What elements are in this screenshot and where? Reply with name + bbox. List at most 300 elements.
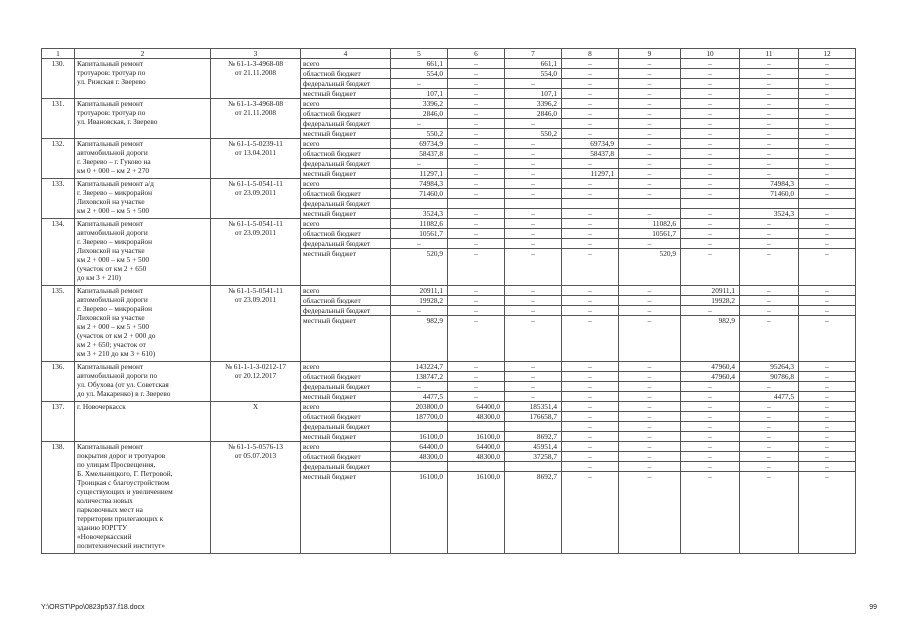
amount-cell bbox=[619, 199, 681, 209]
amount-cell: 19928,2 bbox=[681, 296, 740, 306]
amount-cell: 8692,7 bbox=[505, 472, 562, 554]
amount-cell: 2846,0 bbox=[505, 109, 562, 119]
amount-cell: 520,9 bbox=[619, 249, 681, 286]
object-name-line: Капитальный ремонт bbox=[77, 442, 144, 451]
amount-cell: – bbox=[799, 452, 856, 462]
object-name-line: г. Зверево – микрорайон bbox=[77, 188, 153, 197]
amount-cell: – bbox=[505, 392, 562, 402]
amount-cell: 550,2 bbox=[391, 129, 448, 139]
amount-cell: – bbox=[740, 412, 799, 422]
amount-cell: – bbox=[619, 382, 681, 392]
amount-cell: – bbox=[740, 239, 799, 249]
table-header-row bbox=[42, 49, 856, 59]
amount-cell: – bbox=[799, 412, 856, 422]
amount-cell: – bbox=[562, 109, 619, 119]
amount-cell: – bbox=[681, 209, 740, 219]
object-name-line: г. Зверево – микрорайон bbox=[77, 237, 153, 246]
amount-cell: – bbox=[799, 59, 856, 69]
amount-cell: – bbox=[448, 79, 505, 89]
document-reference-line: от 21.11.2008 bbox=[234, 108, 277, 117]
amount-cell bbox=[505, 199, 562, 209]
funding-source: областной бюджет bbox=[301, 372, 391, 382]
funding-source: местный бюджет bbox=[301, 316, 391, 362]
amount-cell: – bbox=[681, 306, 740, 316]
column-header: 7 bbox=[505, 49, 562, 59]
object-name bbox=[75, 59, 211, 99]
amount-cell: – bbox=[799, 119, 856, 129]
amount-cell: – bbox=[448, 306, 505, 316]
amount-cell: – bbox=[562, 189, 619, 199]
amount-cell: – bbox=[619, 462, 681, 472]
amount-cell: – bbox=[448, 249, 505, 286]
funding-source: всего bbox=[301, 139, 391, 149]
amount-cell: – bbox=[740, 59, 799, 69]
document-reference bbox=[211, 139, 301, 179]
amount-cell: – bbox=[681, 402, 740, 412]
amount-cell: – bbox=[448, 139, 505, 149]
funding-source: федеральный бюджет bbox=[301, 239, 391, 249]
amount-cell: – bbox=[619, 362, 681, 372]
object-name-line: км 2 + 650; участок от bbox=[77, 340, 146, 349]
object-name-line: ул. Обухова (от ул. Советская bbox=[77, 380, 169, 389]
amount-cell: – bbox=[619, 109, 681, 119]
funding-source: всего bbox=[301, 59, 391, 69]
amount-cell: – bbox=[562, 316, 619, 362]
document-reference-line: № 61-1-5-0239-11 bbox=[228, 139, 283, 148]
amount-cell: – bbox=[562, 412, 619, 422]
amount-cell: – bbox=[799, 99, 856, 109]
object-name-line: Капитальный ремонт bbox=[77, 139, 144, 148]
amount-cell: – bbox=[740, 306, 799, 316]
amount-cell: – bbox=[740, 69, 799, 79]
document-reference bbox=[211, 442, 301, 554]
amount-cell: – bbox=[681, 79, 740, 89]
object-name-line: Троицкая с благоустройством bbox=[77, 478, 170, 487]
amount-cell: – bbox=[505, 296, 562, 306]
amount-cell: – bbox=[448, 382, 505, 392]
funding-source: всего bbox=[301, 402, 391, 412]
amount-cell: – bbox=[681, 412, 740, 422]
amount-cell: 520,9 bbox=[391, 249, 448, 286]
amount-cell: – bbox=[740, 89, 799, 99]
object-name-line: км 3 + 210 до км 3 + 610) bbox=[77, 349, 156, 358]
amount-cell: 48300,0 bbox=[448, 412, 505, 422]
amount-cell: – bbox=[799, 79, 856, 89]
amount-cell: – bbox=[619, 422, 681, 432]
amount-cell: – bbox=[619, 59, 681, 69]
amount-cell: 143224,7 bbox=[391, 362, 448, 372]
amount-cell: 45951,4 bbox=[505, 442, 562, 452]
object-name-line: км 2 + 000 – км 5 + 500 bbox=[77, 206, 149, 215]
amount-cell: – bbox=[562, 179, 619, 189]
amount-cell: – bbox=[562, 99, 619, 109]
amount-cell: – bbox=[619, 119, 681, 129]
amount-cell: 16100,0 bbox=[391, 432, 448, 442]
amount-cell: – bbox=[562, 239, 619, 249]
object-name-line: г. Новочеркасск bbox=[77, 402, 126, 411]
column-header: 10 bbox=[681, 49, 740, 59]
amount-cell: – bbox=[740, 119, 799, 129]
amount-cell: – bbox=[740, 422, 799, 432]
amount-cell: – bbox=[740, 229, 799, 239]
object-name-line: Лиховской на участке bbox=[77, 197, 145, 206]
amount-cell: – bbox=[391, 239, 448, 249]
table-row bbox=[42, 99, 856, 109]
object-name-line: Лиховской на участке bbox=[77, 246, 145, 255]
amount-cell: – bbox=[681, 129, 740, 139]
amount-cell: – bbox=[448, 296, 505, 306]
amount-cell: 3396,2 bbox=[391, 99, 448, 109]
object-name-line: до ул. Макаренко) в г. Зверево bbox=[77, 389, 171, 398]
document-reference-line: от 05.07.2013 bbox=[234, 451, 277, 460]
funding-source: всего bbox=[301, 179, 391, 189]
funding-source: областной бюджет bbox=[301, 149, 391, 159]
table-row bbox=[42, 442, 856, 452]
object-name bbox=[75, 286, 211, 362]
object-name bbox=[75, 99, 211, 139]
amount-cell: – bbox=[448, 169, 505, 179]
object-name-line: политехнический институт» bbox=[77, 541, 166, 550]
amount-cell: 16100,0 bbox=[448, 472, 505, 554]
amount-cell: – bbox=[448, 159, 505, 169]
row-number: 134. bbox=[42, 219, 75, 286]
amount-cell: – bbox=[681, 229, 740, 239]
amount-cell: – bbox=[740, 382, 799, 392]
object-name-line: до км 3 + 210) bbox=[77, 273, 121, 282]
amount-cell: – bbox=[391, 382, 448, 392]
amount-cell: – bbox=[448, 372, 505, 382]
document-reference bbox=[211, 219, 301, 286]
amount-cell: – bbox=[562, 159, 619, 169]
object-name-line: по улицам Просвещения, bbox=[77, 460, 156, 469]
funding-source: всего bbox=[301, 99, 391, 109]
amount-cell bbox=[391, 199, 448, 209]
amount-cell: 554,0 bbox=[391, 69, 448, 79]
amount-cell: 107,1 bbox=[505, 89, 562, 99]
amount-cell: 661,1 bbox=[391, 59, 448, 69]
funding-source: всего bbox=[301, 362, 391, 372]
amount-cell: – bbox=[681, 139, 740, 149]
funding-source: всего bbox=[301, 219, 391, 229]
amount-cell: – bbox=[799, 392, 856, 402]
amount-cell: – bbox=[505, 382, 562, 392]
amount-cell: – bbox=[681, 239, 740, 249]
amount-cell: – bbox=[681, 462, 740, 472]
amount-cell bbox=[799, 199, 856, 209]
amount-cell: 64400,0 bbox=[448, 402, 505, 412]
amount-cell: – bbox=[799, 316, 856, 362]
amount-cell: – bbox=[681, 472, 740, 554]
amount-cell: – bbox=[619, 149, 681, 159]
amount-cell: – bbox=[505, 139, 562, 149]
amount-cell: – bbox=[619, 306, 681, 316]
amount-cell bbox=[391, 462, 448, 472]
document-reference-line: от 23.09.2011 bbox=[234, 295, 277, 304]
funding-source: областной бюджет bbox=[301, 412, 391, 422]
document-reference-line: Х bbox=[252, 402, 259, 411]
amount-cell: – bbox=[740, 452, 799, 462]
amount-cell: – bbox=[505, 79, 562, 89]
amount-cell: – bbox=[619, 159, 681, 169]
table-row bbox=[42, 139, 856, 149]
amount-cell: – bbox=[799, 402, 856, 412]
amount-cell: 19928,2 bbox=[391, 296, 448, 306]
amount-cell: – bbox=[799, 109, 856, 119]
amount-cell: 661,1 bbox=[505, 59, 562, 69]
amount-cell: 2846,0 bbox=[391, 109, 448, 119]
amount-cell: – bbox=[505, 119, 562, 129]
amount-cell: – bbox=[681, 179, 740, 189]
amount-cell: 64400,0 bbox=[391, 442, 448, 452]
amount-cell: – bbox=[799, 306, 856, 316]
object-name-line: км 2 + 000 – км 5 + 500 bbox=[77, 255, 149, 264]
amount-cell: – bbox=[391, 159, 448, 169]
document-reference bbox=[211, 402, 301, 442]
amount-cell bbox=[448, 199, 505, 209]
amount-cell: 69734,9 bbox=[391, 139, 448, 149]
column-header: 2 bbox=[75, 49, 211, 59]
amount-cell: – bbox=[681, 422, 740, 432]
row-number: 136. bbox=[42, 362, 75, 402]
amount-cell: – bbox=[619, 286, 681, 296]
amount-cell: – bbox=[448, 119, 505, 129]
funding-source: областной бюджет bbox=[301, 229, 391, 239]
amount-cell: 10561,7 bbox=[619, 229, 681, 239]
amount-cell: 71460,0 bbox=[740, 189, 799, 199]
amount-cell: – bbox=[619, 179, 681, 189]
amount-cell: 11297,1 bbox=[562, 169, 619, 179]
funding-source: местный бюджет bbox=[301, 472, 391, 554]
amount-cell: – bbox=[740, 139, 799, 149]
amount-cell: – bbox=[681, 189, 740, 199]
object-name-line: автомобильной дороги по bbox=[77, 371, 158, 380]
funding-source: местный бюджет bbox=[301, 169, 391, 179]
document-reference bbox=[211, 362, 301, 402]
object-name-line: количества новых bbox=[77, 496, 133, 505]
amount-cell: – bbox=[391, 119, 448, 129]
amount-cell: – bbox=[619, 316, 681, 362]
column-header: 1 bbox=[42, 49, 75, 59]
amount-cell: – bbox=[448, 89, 505, 99]
amount-cell: 74984,3 bbox=[391, 179, 448, 189]
object-name-line: Капитальный ремонт bbox=[77, 286, 144, 295]
amount-cell: – bbox=[562, 432, 619, 442]
document-reference-line: № 61-1-3-4968-08 bbox=[228, 99, 283, 108]
object-name bbox=[75, 179, 211, 219]
amount-cell: – bbox=[562, 119, 619, 129]
object-name-line: зданию ЮРГТУ bbox=[77, 523, 128, 532]
amount-cell: – bbox=[740, 286, 799, 296]
funding-source: местный бюджет bbox=[301, 249, 391, 286]
amount-cell: – bbox=[681, 382, 740, 392]
object-name-line: ул. Ивановская, г. Зверево bbox=[77, 117, 158, 126]
amount-cell: – bbox=[619, 472, 681, 554]
amount-cell: 550,2 bbox=[505, 129, 562, 139]
amount-cell: – bbox=[619, 402, 681, 412]
document-reference-line: № 61-1-5-0576-13 bbox=[228, 442, 283, 451]
document-reference-line: № 61-1-5-0541-11 bbox=[228, 286, 283, 295]
object-name bbox=[75, 402, 211, 442]
table-row bbox=[42, 179, 856, 189]
amount-cell: 16100,0 bbox=[448, 432, 505, 442]
object-name bbox=[75, 442, 211, 554]
object-name-line: км 2 + 000 – км 5 + 500 bbox=[77, 322, 149, 331]
amount-cell: 90786,8 bbox=[740, 372, 799, 382]
amount-cell: 47960,4 bbox=[681, 372, 740, 382]
amount-cell: – bbox=[562, 129, 619, 139]
amount-cell: – bbox=[681, 169, 740, 179]
column-header: 11 bbox=[740, 49, 799, 59]
object-name-line: г. Зверево – микрорайон bbox=[77, 304, 153, 313]
amount-cell: – bbox=[391, 79, 448, 89]
amount-cell: – bbox=[619, 412, 681, 422]
amount-cell: – bbox=[505, 286, 562, 296]
amount-cell: – bbox=[740, 159, 799, 169]
amount-cell: 58437,8 bbox=[562, 149, 619, 159]
amount-cell: – bbox=[799, 209, 856, 219]
object-name bbox=[75, 362, 211, 402]
amount-cell: – bbox=[562, 362, 619, 372]
object-name-line: автомобильной дороги bbox=[77, 295, 148, 304]
column-header: 5 bbox=[391, 49, 448, 59]
amount-cell: – bbox=[562, 219, 619, 229]
amount-cell: – bbox=[448, 316, 505, 362]
amount-cell: – bbox=[562, 89, 619, 99]
object-name-line: ул. Рижская г. Зверево bbox=[77, 77, 146, 86]
amount-cell: – bbox=[562, 296, 619, 306]
amount-cell bbox=[505, 422, 562, 432]
amount-cell: – bbox=[505, 209, 562, 219]
row-number: 130. bbox=[42, 59, 75, 99]
amount-cell: – bbox=[562, 229, 619, 239]
amount-cell: – bbox=[619, 432, 681, 442]
object-name-line: парковочных мест на bbox=[77, 505, 143, 514]
amount-cell: 554,0 bbox=[505, 69, 562, 79]
amount-cell: – bbox=[799, 462, 856, 472]
amount-cell: 20911,1 bbox=[391, 286, 448, 296]
funding-source: федеральный бюджет bbox=[301, 462, 391, 472]
amount-cell: 107,1 bbox=[391, 89, 448, 99]
amount-cell: – bbox=[740, 296, 799, 306]
object-name-line: Лиховской на участке bbox=[77, 313, 145, 322]
amount-cell: – bbox=[619, 169, 681, 179]
amount-cell: – bbox=[740, 462, 799, 472]
funding-source: федеральный бюджет bbox=[301, 382, 391, 392]
amount-cell: – bbox=[799, 89, 856, 99]
amount-cell: – bbox=[619, 129, 681, 139]
document-reference-line: № 61-1-5-0541-11 bbox=[228, 179, 283, 188]
funding-source: федеральный бюджет bbox=[301, 79, 391, 89]
row-number: 137. bbox=[42, 402, 75, 442]
amount-cell: – bbox=[740, 432, 799, 442]
amount-cell: – bbox=[448, 99, 505, 109]
amount-cell: – bbox=[448, 189, 505, 199]
funding-source: федеральный бюджет bbox=[301, 119, 391, 129]
amount-cell: – bbox=[740, 402, 799, 412]
amount-cell: – bbox=[681, 99, 740, 109]
amount-cell: – bbox=[681, 149, 740, 159]
object-name-line: тротуаров: тротуар по bbox=[77, 108, 146, 117]
amount-cell: – bbox=[799, 362, 856, 372]
table-row bbox=[42, 286, 856, 296]
amount-cell: – bbox=[740, 169, 799, 179]
funding-source: областной бюджет bbox=[301, 452, 391, 462]
object-name bbox=[75, 219, 211, 286]
amount-cell: 138747,2 bbox=[391, 372, 448, 382]
object-name-line: Капитальный ремонт а/д bbox=[77, 179, 154, 188]
funding-source: всего bbox=[301, 286, 391, 296]
amount-cell: – bbox=[619, 69, 681, 79]
amount-cell: 11082,6 bbox=[391, 219, 448, 229]
amount-cell bbox=[391, 422, 448, 432]
amount-cell: – bbox=[505, 239, 562, 249]
amount-cell: – bbox=[740, 249, 799, 286]
document-reference bbox=[211, 179, 301, 219]
amount-cell: – bbox=[562, 392, 619, 402]
table-row bbox=[42, 402, 856, 412]
amount-cell: – bbox=[681, 89, 740, 99]
object-name-line: тротуаров: тротуар по bbox=[77, 68, 146, 77]
amount-cell: – bbox=[505, 362, 562, 372]
column-header: 4 bbox=[301, 49, 391, 59]
amount-cell: – bbox=[562, 59, 619, 69]
amount-cell: – bbox=[448, 109, 505, 119]
amount-cell: – bbox=[619, 296, 681, 306]
amount-cell: 11297,1 bbox=[391, 169, 448, 179]
funding-source: федеральный бюджет bbox=[301, 199, 391, 209]
amount-cell: – bbox=[562, 286, 619, 296]
amount-cell: – bbox=[562, 79, 619, 89]
amount-cell: – bbox=[740, 129, 799, 139]
funding-source: местный бюджет bbox=[301, 432, 391, 442]
object-name-line: автомобильной дороги bbox=[77, 148, 148, 157]
amount-cell: – bbox=[562, 306, 619, 316]
document-reference-line: № 61-1-5-0541-11 bbox=[228, 219, 283, 228]
object-name-line: Капитальный ремонт bbox=[77, 59, 144, 68]
row-number: 135. bbox=[42, 286, 75, 362]
amount-cell: – bbox=[681, 119, 740, 129]
object-name-line: Капитальный ремонт bbox=[77, 99, 144, 108]
amount-cell: 4477,5 bbox=[391, 392, 448, 402]
amount-cell: – bbox=[681, 452, 740, 462]
amount-cell bbox=[448, 462, 505, 472]
column-header: 3 bbox=[211, 49, 301, 59]
amount-cell: – bbox=[448, 392, 505, 402]
amount-cell: 203800,0 bbox=[391, 402, 448, 412]
amount-cell: – bbox=[799, 129, 856, 139]
amount-cell: 10561,7 bbox=[391, 229, 448, 239]
amount-cell: – bbox=[562, 249, 619, 286]
amount-cell: 982,9 bbox=[391, 316, 448, 362]
amount-cell: – bbox=[681, 69, 740, 79]
amount-cell: – bbox=[740, 149, 799, 159]
footer-file-path: Y:\ORST\Ppo\0823p537.f18.docx bbox=[41, 604, 145, 611]
amount-cell: – bbox=[448, 229, 505, 239]
amount-cell: – bbox=[681, 109, 740, 119]
amount-cell: – bbox=[740, 472, 799, 554]
amount-cell: – bbox=[619, 209, 681, 219]
amount-cell: – bbox=[799, 296, 856, 306]
data-table-container bbox=[41, 48, 856, 554]
amount-cell: 69734,9 bbox=[562, 139, 619, 149]
funding-source: местный бюджет bbox=[301, 129, 391, 139]
amount-cell: – bbox=[448, 179, 505, 189]
document-reference bbox=[211, 286, 301, 362]
amount-cell: 71460,0 bbox=[391, 189, 448, 199]
amount-cell: – bbox=[391, 306, 448, 316]
document-reference bbox=[211, 99, 301, 139]
object-name-line: существующих и увеличением bbox=[77, 487, 173, 496]
